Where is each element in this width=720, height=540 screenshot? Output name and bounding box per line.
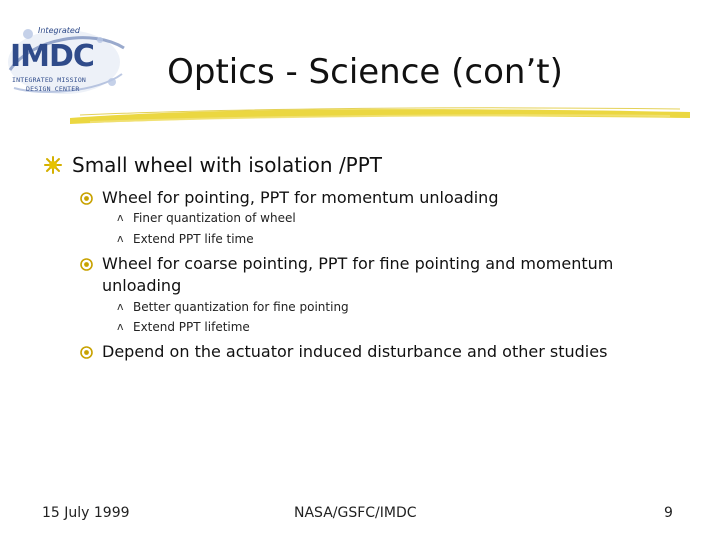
ring-icon: [80, 192, 93, 205]
page-number: 9: [664, 505, 673, 521]
logo-top-text: Integrated: [38, 26, 80, 35]
caret-icon: ʌ: [117, 320, 124, 333]
logo-main-text: IMDC: [10, 39, 94, 74]
caret-icon: ʌ: [117, 211, 124, 224]
bullet-depend-on-actuator: Depend on the actuator induced disturbance and other studies: [102, 342, 608, 361]
footer-organization: NASA/GSFC/IMDC: [294, 505, 417, 521]
footer-date: 15 July 1999: [42, 505, 130, 521]
logo-sub-line2: DESIGN CENTER: [26, 85, 80, 93]
bullet-wheel-pointing: Wheel for pointing, PPT for momentum unloading: [102, 188, 499, 207]
bullet-coarse-pointing-line1: Wheel for coarse pointing, PPT for fine pointing and momentum: [102, 254, 614, 273]
ring-icon: [80, 346, 93, 359]
bullet-finer-quantization: Finer quantization of wheel: [133, 211, 296, 225]
bullet-extend-ppt-lifetime: Extend PPT lifetime: [133, 320, 250, 334]
title-underline-brushstroke: [60, 100, 700, 130]
bullet-coarse-pointing-line2: unloading: [102, 276, 182, 295]
imdc-logo: [2, 18, 130, 104]
logo-sub-line1: INTEGRATED MISSION: [12, 76, 87, 84]
bullet-extend-ppt-life: Extend PPT life time: [133, 232, 254, 246]
ring-icon: [80, 258, 93, 271]
sun-icon: [44, 156, 62, 174]
caret-icon: ʌ: [117, 232, 124, 245]
slide-title: Optics - Science (con’t): [167, 52, 563, 92]
bullet-better-quantization: Better quantization for fine pointing: [133, 300, 349, 314]
caret-icon: ʌ: [117, 300, 124, 313]
bullet-small-wheel: Small wheel with isolation /PPT: [72, 153, 383, 177]
